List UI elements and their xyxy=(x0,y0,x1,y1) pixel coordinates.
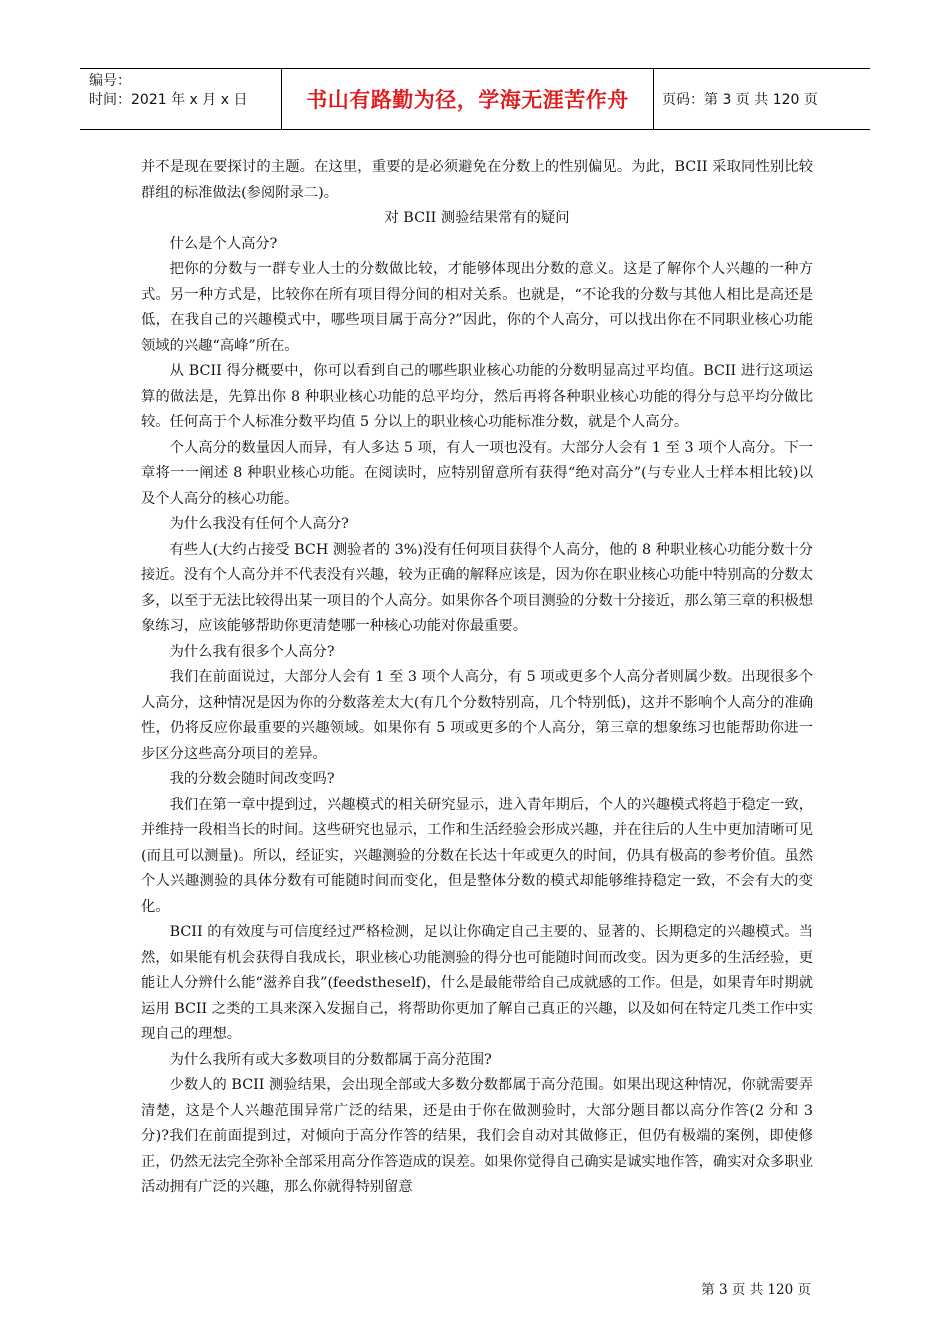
paragraph: BCII 的有效度与可信度经过严格检测，足以让你确定自己主要的、显著的、长期稳定的兴趣模式。当然，如果能有机会获得自我成长，职业核心功能测验的得分也可能随时间而改变。因为更多的生活经验，更能让人分辨什么能“滋养自我”(feedstheself)，什么是最能带给自己成就感的工作。但是，如果青年时期就运用 BCII 之类的工具来深入发掘自己，将帮助你更加了解自己真正的兴趣，以及如何在特定几类工作中实现自己的理想。 xyxy=(141,924,813,1042)
question-heading: 我的分数会随时间改变吗? xyxy=(169,771,335,787)
paragraph: 把你的分数与一群专业人士的分数做比较，才能够体现出分数的意义。这是了解你个人兴趣的一种方式。另一种方式是，比较你在所有项目得分间的相对关系。也就是，“不论我的分数与其他人相比是高还是低，在我自己的兴趣模式中，哪些项目属于高分?”因此，你的个人高分，可以找出你在不同职业核心功能领域的兴趣“高峰”所在。 xyxy=(141,261,813,354)
paragraph: 并不是现在要探讨的主题。在这里，重要的是必须避免在分数上的性别偏见。为此，BCII 采取同性别比较群组的标准做法(参阅附录二)。 xyxy=(141,159,813,201)
question-heading: 什么是个人高分? xyxy=(169,235,278,252)
document-body xyxy=(141,155,813,1201)
document-number-label: 编号： xyxy=(89,73,131,89)
header-meta xyxy=(80,69,282,129)
question-heading: 为什么我所有或大多数项目的分数都属于高分范围? xyxy=(169,1051,492,1068)
page-header xyxy=(80,68,870,130)
paragraph: 有些人(大约占接受 BCH 测验者的 3%)没有任何项目获得个人高分，他的 8 种职业核心功能分数十分接近。没有个人高分并不代表没有兴趣，较为正确的解释应该是，因为你在职业核心功能中特别高的分数太多，以至于无法比较得出某一项目的个人高分。如果你各个项目测验的分数十分接近，那么第三章的积极想象练习，应该能够帮助你更清楚哪一种核心功能对你最重要。 xyxy=(141,541,813,634)
header-page-code: 页码：第 3 页 共 120 页 xyxy=(662,92,818,108)
header-motto: 书山有路勤为径，学海无涯苦作舟 xyxy=(282,69,654,129)
paragraph: 从 BCII 得分概要中，你可以看到自己的哪些职业核心功能的分数明显高过平均值。BCII 进行这项运算的做法是，先算出你 8 种职业核心功能的总平均分，然后再将各种职业核心功能的得分与总平均分做比较。任何高于个人标准分数平均值 5 分以上的职业核心功能标准分数，就是个人高分。 xyxy=(141,363,813,430)
section-heading: 对 BCII 测验结果常有的疑问 xyxy=(384,210,570,226)
paragraph: 我们在前面说过，大部分人会有 1 至 3 项个人高分，有 5 项或更多个人高分者则属少数。出现很多个人高分，这种情况是因为你的分数落差太大(有几个分数特别高，几个特别低)，这并不影响个人高分的准确性，仍将反应你最重要的兴趣领域。如果你有 5 项或更多的个人高分，第三章的想象练习也能帮助你进一步区分这些高分项目的差异。 xyxy=(141,669,813,762)
paragraph: 少数人的 BCII 测验结果，会出现全部或大多数分数都属于高分范围。如果出现这种情况，你就需要弄清楚，这是个人兴趣范围异常广泛的结果，还是由于你在做测验时，大部分题目都以高分作答(2 分和 3 分)?我们在前面提到过，对倾向于高分作答的结果，我们会自动对其做修正，但仍有极端的案例，即使修正，仍然无法完全弥补全部采用高分作答造成的误差。如果你觉得自己确实是诚实地作答，确实对众多职业活动拥有广泛的兴趣，那么你就得特别留意 xyxy=(141,1077,813,1195)
question-heading: 为什么我有很多个人高分? xyxy=(169,643,335,660)
paragraph: 个人高分的数量因人而异，有人多达 5 项，有人一项也没有。大部分人会有 1 至 3 项个人高分。下一章将一一阐述 8 种职业核心功能。在阅读时，应特别留意所有获得“绝对高分”(与专业人士样本相比较)以及个人高分的核心功能。 xyxy=(141,439,813,507)
document-date: 时间：2021 年 x 月 x 日 xyxy=(89,92,248,108)
page-footer: 第 3 页 共 120 页 xyxy=(701,1282,811,1298)
paragraph: 我们在第一章中提到过，兴趣模式的相关研究显示，进入青年期后，个人的兴趣模式将趋于稳定一致，并维持一段相当长的时间。这些研究也显示，工作和生活经验会形成兴趣，并在往后的人生中更加清晰可见(而且可以测量)。所以，经证实，兴趣测验的分数在长达十年或更久的时间，仍具有极高的参考价值。虽然个人兴趣测验的具体分数有可能随时间而变化，但是整体分数的模式却能够维持稳定一致，不会有大的变化。 xyxy=(141,796,813,915)
question-heading: 为什么我没有任何个人高分? xyxy=(169,516,349,532)
